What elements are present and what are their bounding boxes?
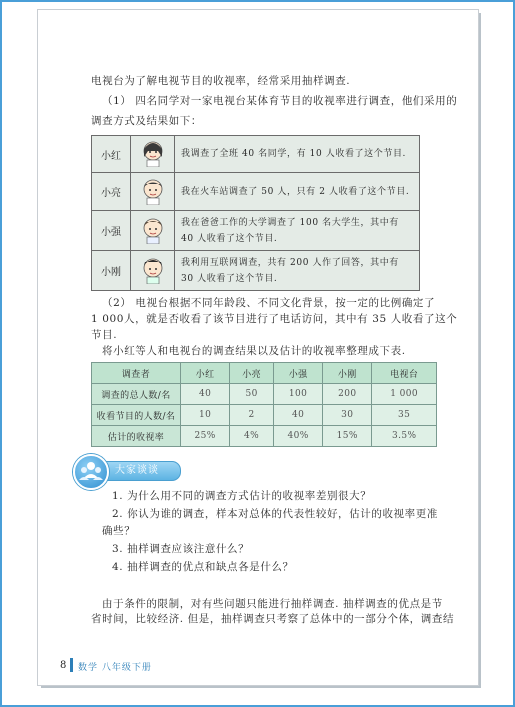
survey-table [91,135,420,291]
intro-text: 电视台为了解电视节目的收视率，经常采用抽样调查. [91,75,351,87]
table-cell: 40% [274,426,323,447]
table-cell: 35 [372,405,437,426]
survey-desc-line: 我调查了全班 40 名同学，有 10 人收看了这个节目. [181,149,407,159]
people-icon [73,454,109,490]
row-header-cell: 估计的收视率 [92,426,181,447]
student-name: 小强 [92,211,131,251]
table-row [92,384,437,405]
table-cell: 25% [181,426,230,447]
table-cell: 50 [230,384,274,405]
table-cell: 15% [323,426,372,447]
question-2-line2: 确些？ [102,525,136,537]
closing-line2: 省时间，比较经济. 但是，抽样调查只考察了总体中的一部分个体，调查结 [91,613,455,625]
table-cell: 40 [181,384,230,405]
header-cell: 调查者 [92,363,181,384]
survey-desc-line: 40 人收看了这个节目. [181,233,278,244]
part2-line2: 1 000人，就是否收看了该节目进行了电话访问，其中有 35 人收看了这个 [91,313,458,325]
survey-desc-line: 我在爸爸工作的大学调查了 100 名大学生，其中有 [181,217,399,228]
part2-line1: （2） 电视台根据不同年龄段、不同文化背景，按一定的比例确定了 [102,297,436,309]
book-title: 数学 八年级下册 [78,663,152,673]
survey-row [92,251,420,291]
survey-desc-line: 我利用互联网调查，共有 200 人作了回答，其中有 [181,257,399,268]
table-intro: 将小红等人和电视台的调查结果以及估计的收视率整理成下表. [102,345,406,357]
survey-row [92,211,420,251]
boy-avatar-icon [138,214,168,244]
question-1: 1. 为什么用不同的调查方式估计的收视率差别很大？ [112,490,372,502]
student-avatar [131,251,175,291]
survey-row [92,173,420,211]
table-cell: 10 [181,405,230,426]
table-cell: 200 [323,384,372,405]
table-cell: 40 [274,405,323,426]
table-cell: 3.5% [372,426,437,447]
page-number: 8 [60,660,67,671]
student-name: 小红 [92,136,131,173]
row-header-cell: 调查的总人数/名 [92,384,181,405]
table-header-row [92,363,437,384]
student-avatar [131,211,175,251]
header-cell: 小红 [181,363,230,384]
table-cell: 30 [323,405,372,426]
boy-avatar-icon [138,175,168,205]
survey-row [92,136,420,173]
student-avatar [131,173,175,211]
table-cell: 2 [230,405,274,426]
question-3: 3. 抽样调查应该注意什么？ [112,543,250,555]
part1-line2: 调查方式及结果如下： [91,115,202,127]
row-header-cell: 收看节目的人数/名 [92,405,181,426]
table-row [92,426,437,447]
survey-description [175,173,420,211]
header-cell: 小强 [274,363,323,384]
student-name: 小刚 [92,251,131,291]
survey-desc-line: 30 人收看了这个节目. [181,273,278,284]
header-cell: 小亮 [230,363,274,384]
table-cell: 100 [274,384,323,405]
table-cell: 1 000 [372,384,437,405]
survey-description [175,211,420,251]
boy-avatar-icon [138,254,168,284]
student-name: 小亮 [92,173,131,211]
survey-desc-line: 我在火车站调查了 50 人，只有 2 人收看了这个节目. [181,186,410,197]
part1-line1: （1） 四名同学对一家电视台某体育节目的收视率进行调查，他们采用的 [102,95,458,107]
results-table [91,362,437,447]
table-row [92,405,437,426]
survey-description [175,251,420,291]
part2-line3: 节目. [91,329,118,341]
girl-avatar-icon [138,137,168,167]
closing-line1: 由于条件的限制，对有些问题只能进行抽样调查. 抽样调查的优点是节 [102,598,443,610]
discussion-title: 大家谈谈 [93,461,181,481]
table-cell: 4% [230,426,274,447]
header-cell: 小刚 [323,363,372,384]
discussion-banner [71,452,183,492]
question-4: 4. 抽样调查的优点和缺点各是什么？ [112,561,294,573]
question-2-line1: 2. 你认为谁的调查，样本对总体的代表性较好，估计的收视率更准 [112,508,438,520]
header-cell: 电视台 [372,363,437,384]
footer-divider [70,658,73,672]
student-avatar [131,136,175,173]
survey-description [175,136,420,173]
